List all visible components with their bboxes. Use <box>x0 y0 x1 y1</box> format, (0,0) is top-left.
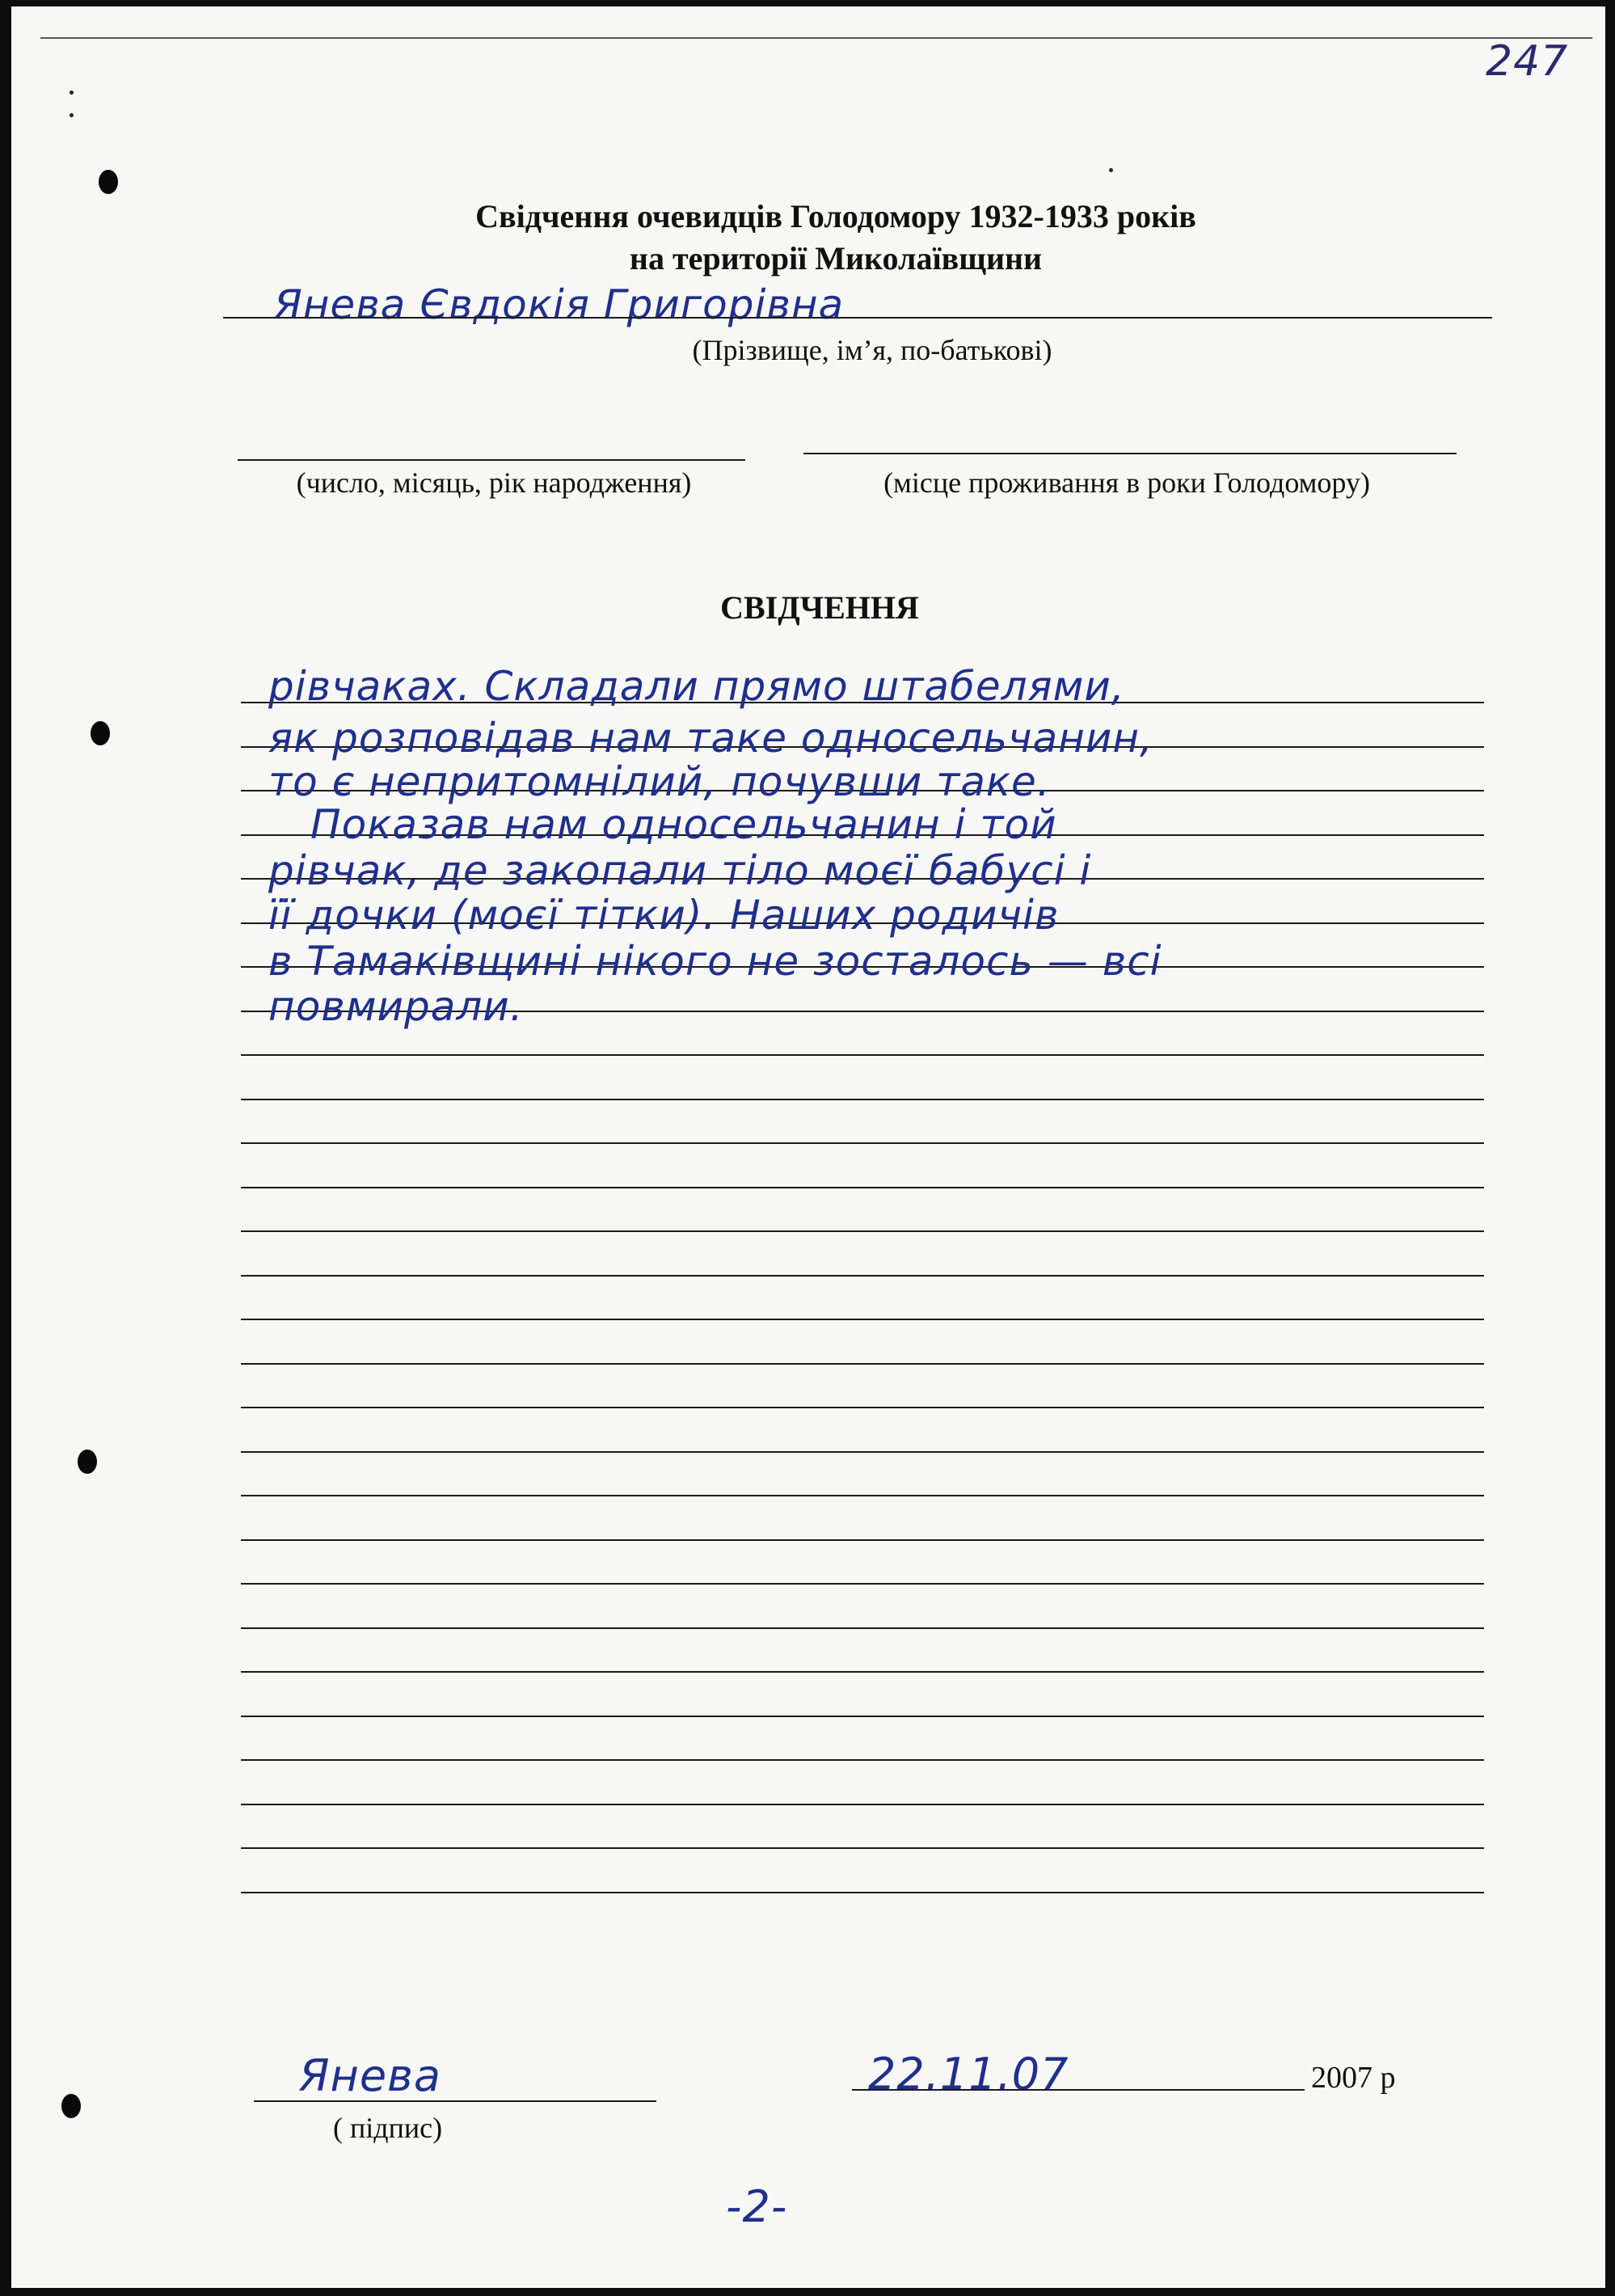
date-underline <box>852 2089 1305 2091</box>
year-suffix: 2007 р <box>1311 2061 1396 2095</box>
punch-hole <box>91 721 110 745</box>
punch-hole <box>99 170 118 194</box>
document-subtitle: на території Миколаївщини <box>629 240 1043 276</box>
testimony-line-6: її дочки (моєї тітки). Наших родичів <box>268 892 1060 939</box>
testimony-line-1: рівчаках. Складали прямо штабелями, <box>268 663 1125 710</box>
birth-date-caption: (число, місяць, рік народження) <box>296 466 692 499</box>
ruled-line <box>241 1275 1484 1277</box>
residence-underline <box>803 453 1457 454</box>
punch-hole <box>78 1450 97 1474</box>
document-title: Свідчення очевидців Голодомору 1932-1933 років <box>475 198 1196 234</box>
speck <box>70 113 74 117</box>
name-caption: (Прізвище, ім’я, по-батькові) <box>692 334 1052 366</box>
signature: Янева <box>299 2050 441 2101</box>
ruled-line <box>241 1319 1484 1320</box>
speck <box>70 91 74 95</box>
signature-caption: ( підпис) <box>333 2112 443 2144</box>
testimony-line-4: Показав нам односельчанин і той <box>310 801 1057 848</box>
punch-hole <box>61 2094 81 2118</box>
signature-date: 22.11.07 <box>868 2049 1069 2100</box>
ruled-line <box>241 1759 1484 1761</box>
archive-number: 247 <box>1486 37 1569 86</box>
signature-underline <box>254 2100 656 2102</box>
birth-date-underline <box>238 459 745 461</box>
ruled-line <box>241 1716 1484 1717</box>
ruled-line <box>241 1847 1484 1849</box>
witness-name: Янева Євдокія Григорівна <box>274 281 845 328</box>
name-underline <box>223 317 1492 319</box>
ruled-line <box>241 1583 1484 1585</box>
speck <box>1109 168 1113 172</box>
testimony-line-5: рівчак, де закопали тіло моєї бабусі і <box>268 847 1092 894</box>
residence-caption: (місце проживання в роки Голодомору) <box>883 466 1370 499</box>
section-title: СВІДЧЕННЯ <box>720 589 919 626</box>
ruled-line <box>241 1054 1484 1056</box>
ruled-line <box>241 1804 1484 1805</box>
page-number: -2- <box>726 2181 788 2232</box>
testimony-line-2: як розповідав нам таке односельчанин, <box>268 715 1153 762</box>
ruled-line <box>241 1363 1484 1365</box>
top-border-line <box>40 37 1592 39</box>
ruled-line <box>241 1230 1484 1232</box>
document-page <box>11 6 1605 2288</box>
ruled-line <box>241 1187 1484 1188</box>
testimony-line-8: повмирали. <box>268 983 524 1030</box>
ruled-line <box>241 1407 1484 1408</box>
ruled-line <box>241 1627 1484 1629</box>
testimony-line-3: то є непритомнілий, почувши таке. <box>268 758 1051 805</box>
ruled-line <box>241 1099 1484 1100</box>
testimony-line-7: в Тамаківщині нікого не зосталось — всі <box>268 938 1162 985</box>
ruled-line <box>241 1539 1484 1541</box>
ruled-line <box>241 1892 1484 1893</box>
ruled-line <box>241 1451 1484 1453</box>
ruled-line <box>241 1671 1484 1673</box>
ruled-line <box>241 1142 1484 1144</box>
ruled-line <box>241 1495 1484 1496</box>
